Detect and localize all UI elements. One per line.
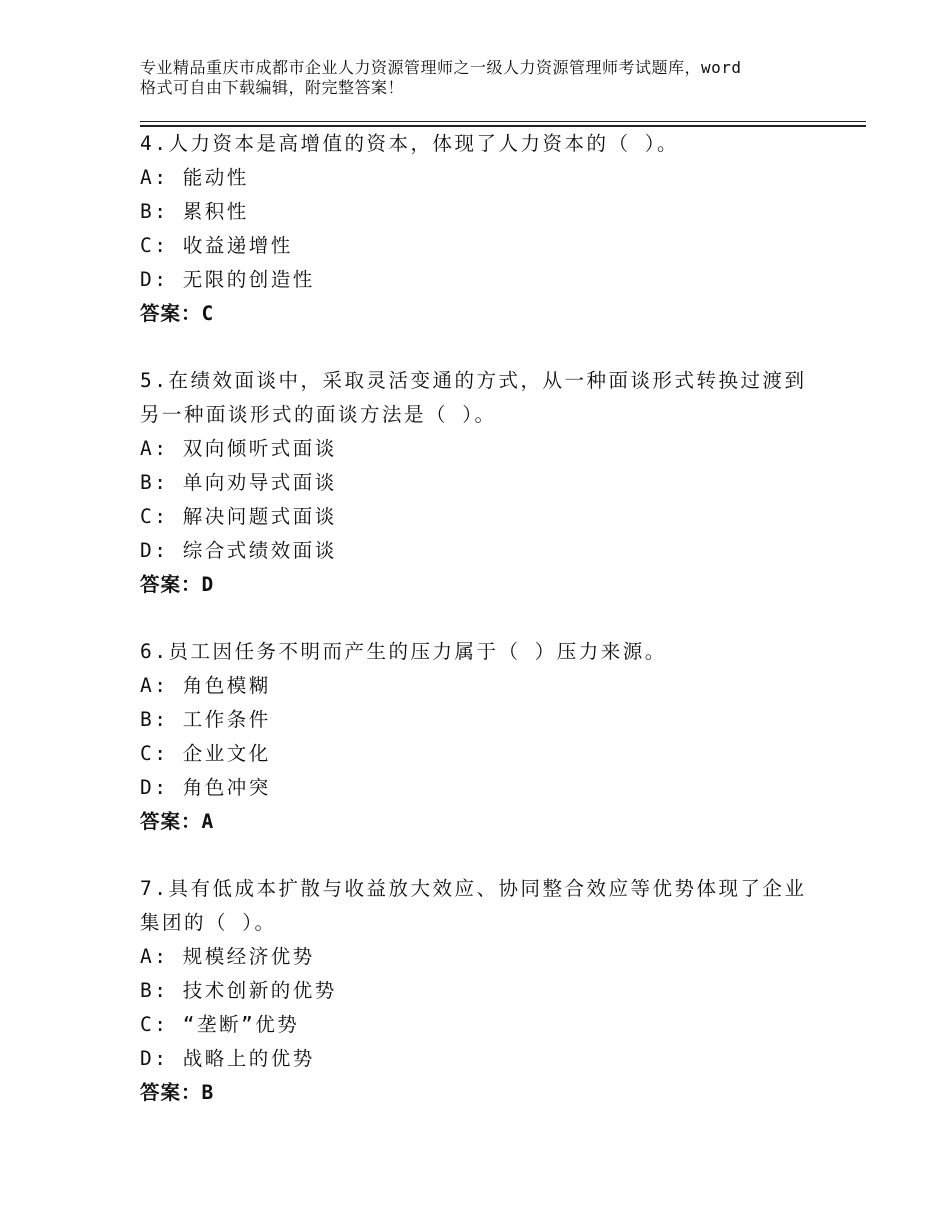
option-a: A: 双向倾听式面谈	[140, 437, 337, 460]
question-stem: 6.员工因任务不明而产生的压力属于（ ）压力来源。	[140, 640, 667, 663]
answer-label: 答案：B	[140, 1081, 215, 1104]
document-header	[140, 58, 840, 98]
option-a: A: 能动性	[140, 166, 249, 189]
question-stem: 5.在绩效面谈中，采取灵活变通的方式，从一种面谈形式转换过渡到另一种面谈形式的面谈方法是（ ）。	[140, 369, 807, 426]
option-b: B: 累积性	[140, 200, 249, 223]
header-divider-thin	[140, 121, 866, 122]
option-d: D: 战略上的优势	[140, 1047, 315, 1070]
question-stem: 4.人力资本是高增值的资本，体现了人力资本的（ ）。	[140, 132, 679, 155]
option-b: B: 工作条件	[140, 708, 271, 731]
option-c: C: 企业文化	[140, 742, 271, 765]
question-list	[140, 127, 840, 1143]
question-4	[140, 127, 840, 331]
question-stem: 7.具有低成本扩散与收益放大效应、协同整合效应等优势体现了企业集团的（ ）。	[140, 877, 807, 934]
answer-label: 答案：D	[140, 573, 215, 596]
option-d: D: 角色冲突	[140, 776, 271, 799]
option-a: A: 规模经济优势	[140, 945, 315, 968]
option-c: C: 解决问题式面谈	[140, 505, 337, 528]
option-a: A: 角色模糊	[140, 674, 271, 697]
option-b: B: 单向劝导式面谈	[140, 471, 337, 494]
header-line-1: 专业精品重庆市成都市企业人力资源管理师之一级人力资源管理师考试题库，word	[140, 58, 742, 77]
option-b: B: 技术创新的优势	[140, 979, 337, 1002]
question-5	[140, 364, 840, 602]
option-d: D: 综合式绩效面谈	[140, 539, 337, 562]
answer-label: 答案：C	[140, 302, 215, 325]
option-c: C: “垄断”优势	[140, 1013, 300, 1036]
question-7	[140, 872, 840, 1110]
header-line-2: 格式可自由下载编辑，附完整答案！	[140, 78, 405, 97]
question-6	[140, 635, 840, 839]
answer-label: 答案：A	[140, 810, 215, 833]
option-c: C: 收益递增性	[140, 234, 293, 257]
option-d: D: 无限的创造性	[140, 268, 315, 291]
